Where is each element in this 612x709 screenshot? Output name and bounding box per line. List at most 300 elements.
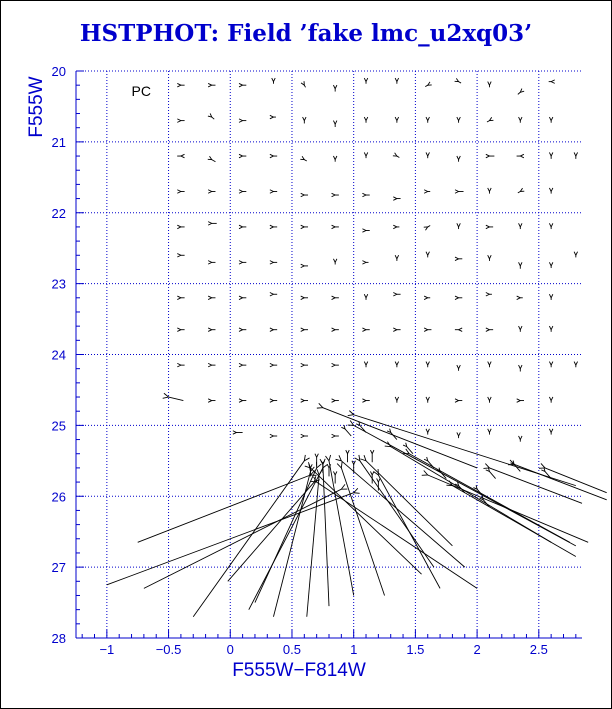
vector-shaft	[409, 454, 569, 543]
vector-head	[270, 328, 274, 331]
vector-arrow	[208, 222, 217, 225]
vector-head	[360, 455, 366, 461]
vector-head	[455, 257, 459, 260]
vector-shaft	[514, 464, 607, 499]
vector-arrow	[208, 113, 214, 119]
vector-arrow	[270, 115, 276, 118]
vector-head	[315, 454, 318, 458]
vector-head	[301, 434, 305, 437]
vector-head	[177, 119, 181, 122]
vector-arrow	[301, 434, 308, 437]
vector-head	[455, 190, 459, 193]
vector-head	[483, 464, 489, 469]
vector-head	[303, 117, 306, 121]
vector-head	[519, 365, 522, 369]
vector-arrow-long	[307, 469, 322, 616]
vector-arrow	[364, 117, 367, 123]
vector-arrow	[486, 225, 493, 228]
vector-arrow	[346, 450, 349, 462]
vector-head	[272, 78, 275, 82]
vector-arrow	[549, 223, 552, 229]
vector-head	[333, 259, 336, 263]
vector-shaft	[138, 475, 311, 542]
vector-head	[455, 296, 459, 299]
vector-arrow	[333, 259, 336, 265]
vector-head	[519, 262, 522, 266]
vector-arrow	[301, 328, 308, 331]
vector-arrow	[177, 154, 184, 157]
vector-arrow	[341, 425, 351, 436]
vector-arrow	[333, 121, 336, 127]
vector-head	[519, 326, 522, 330]
vector-arrow	[208, 328, 215, 331]
vector-arrow	[333, 156, 336, 162]
vector-arrow	[519, 365, 522, 371]
vector-arrow	[364, 362, 367, 368]
vector-arrow	[549, 188, 552, 194]
vector-head	[270, 434, 274, 437]
vector-arrow	[549, 429, 552, 435]
y-axis-label: F555W	[26, 76, 47, 138]
vector-arrow	[455, 296, 462, 299]
vector-arrow	[270, 261, 277, 264]
vector-head	[177, 254, 181, 257]
vector-arrow	[424, 190, 430, 193]
vector-arrow	[177, 363, 184, 366]
vector-head	[208, 156, 212, 159]
vector-arrow	[395, 362, 398, 368]
vector-arrow	[333, 85, 336, 91]
vector-head	[332, 193, 336, 196]
vector-arrow	[270, 225, 277, 228]
vector-head	[208, 296, 212, 299]
vector-head	[574, 362, 577, 366]
vector-head	[364, 152, 367, 156]
vector-arrow	[574, 362, 577, 368]
x-tick-label: 2	[473, 642, 481, 657]
vector-head	[549, 397, 552, 401]
vector-head	[346, 450, 349, 454]
vector-arrow	[364, 294, 367, 300]
vector-arrow	[488, 362, 491, 368]
vector-head	[332, 225, 336, 228]
vector-head	[239, 296, 243, 299]
vector-arrow-long	[348, 411, 576, 486]
vector-shaft	[341, 461, 464, 567]
vector-arrow	[549, 262, 552, 268]
vector-arrow	[426, 397, 429, 403]
vector-arrow	[574, 152, 577, 158]
vector-arrow	[303, 117, 306, 123]
chart-title: HSTPHOT: Field ’fake lmc_u2xq03’	[79, 20, 533, 47]
vector-head	[486, 154, 490, 157]
vector-arrow	[517, 399, 524, 402]
vector-arrow	[332, 296, 339, 299]
vector-arrow	[177, 119, 184, 122]
vector-arrow	[518, 89, 524, 95]
vector-head	[270, 190, 274, 193]
vector-head	[377, 478, 380, 482]
vector-arrow	[208, 190, 215, 193]
vector-head	[362, 229, 366, 232]
vector-arrow	[393, 328, 400, 331]
vector-head	[177, 190, 181, 193]
vector-arrow	[457, 432, 460, 438]
vector-head	[304, 455, 309, 461]
vector-head	[333, 121, 336, 125]
x-tick-labels	[99, 642, 547, 657]
vector-arrow	[177, 225, 184, 228]
vector-arrow-long	[311, 477, 477, 588]
vector-arrow	[424, 328, 431, 331]
vector-arrow	[549, 80, 555, 83]
y-tick-label: 20	[51, 64, 66, 79]
vector-head	[517, 296, 521, 299]
vector-head	[549, 362, 552, 366]
x-tick-label: −0.5	[155, 642, 182, 657]
vector-arrow	[362, 229, 369, 232]
vector-head	[549, 223, 552, 227]
x-tick-label: −1	[99, 642, 115, 657]
vector-arrow-long	[228, 476, 320, 581]
vector-arrow	[426, 252, 429, 258]
vector-head	[208, 399, 212, 402]
vector-head	[208, 83, 212, 86]
vector-head	[270, 399, 274, 402]
vector-head	[486, 293, 490, 296]
vector-head	[549, 262, 552, 266]
vector-head	[270, 293, 274, 296]
vector-head	[520, 89, 524, 93]
vector-head	[574, 152, 577, 156]
vector-head	[337, 462, 342, 468]
vector-arrow	[177, 190, 184, 193]
vector-head	[393, 293, 397, 296]
vector-head	[574, 252, 577, 256]
vector-head	[393, 153, 397, 156]
vector-arrow	[177, 296, 184, 299]
vector-arrow	[208, 83, 215, 86]
vector-shaft	[391, 447, 551, 543]
vector-head	[317, 403, 323, 408]
vector-arrow	[486, 293, 492, 296]
x-tick-label: 1	[350, 642, 358, 657]
vector-arrow	[332, 225, 339, 228]
vector-shaft	[378, 475, 440, 588]
vector-arrow-long	[107, 488, 360, 584]
vector-head	[301, 193, 305, 196]
vector-arrow	[488, 82, 491, 88]
vector-arrow	[425, 82, 431, 87]
vector-head	[457, 432, 460, 436]
vector-head	[300, 156, 304, 159]
vector-arrow	[332, 328, 339, 331]
vector-arrow	[574, 252, 577, 258]
vector-head	[332, 399, 336, 402]
y-tick-label: 26	[51, 489, 66, 505]
vector-head	[239, 225, 243, 228]
vector-head	[395, 117, 398, 121]
vector-arrow	[208, 399, 215, 402]
vector-arrow	[239, 363, 246, 366]
y-tick-label: 24	[51, 347, 66, 363]
vector-head	[486, 328, 490, 331]
vector-head	[395, 362, 398, 366]
vector-arrow	[239, 154, 246, 157]
vector-head	[426, 362, 429, 366]
vector-head	[549, 326, 552, 330]
vector-head	[239, 328, 243, 331]
vector-arrow-long	[403, 449, 569, 542]
y-tick-label: 27	[51, 560, 66, 576]
vector-head	[333, 156, 336, 160]
vector-head	[422, 470, 428, 475]
vector-head	[395, 397, 398, 401]
panel-label: PC	[131, 82, 151, 99]
vector-head	[517, 399, 521, 402]
vector-head	[177, 328, 181, 331]
vector-arrow	[455, 257, 462, 260]
vector-field	[107, 78, 607, 617]
vector-head	[239, 399, 243, 402]
vector-head	[301, 363, 305, 366]
vector-head	[549, 294, 552, 298]
vector-arrow	[332, 399, 339, 402]
vector-arrow	[519, 262, 522, 268]
vector-head	[341, 484, 347, 489]
vector-head	[426, 152, 429, 156]
grid	[76, 71, 582, 638]
vector-head	[519, 223, 522, 227]
vector-arrow	[455, 399, 462, 402]
vector-arrow	[455, 78, 461, 83]
vector-arrow	[455, 328, 462, 331]
vector-arrow	[239, 119, 246, 122]
vector-arrow	[270, 293, 277, 296]
vector-head	[301, 399, 305, 402]
vector-arrow	[488, 188, 491, 194]
vector-head	[270, 363, 274, 366]
vector-arrow	[488, 429, 491, 435]
vector-arrow	[333, 471, 336, 483]
vector-head	[333, 471, 336, 475]
vector-arrow	[301, 296, 308, 299]
vector-arrow	[239, 225, 246, 228]
vector-arrow	[270, 434, 277, 437]
vector-arrow	[549, 294, 552, 300]
vector-head	[457, 117, 460, 121]
vector-head	[270, 154, 274, 157]
x-axis-label: F555W−F814W	[232, 660, 366, 681]
vector-arrow	[486, 154, 495, 157]
vector-head	[424, 457, 428, 461]
vector-arrow	[426, 362, 429, 368]
vector-head	[177, 225, 181, 228]
y-tick-label: 28	[51, 631, 66, 646]
vector-arrow	[270, 190, 277, 193]
vector-arrow-long	[317, 403, 477, 468]
vector-head	[333, 85, 336, 89]
vector-arrow	[395, 117, 398, 123]
vector-arrow	[270, 328, 277, 331]
vector-head	[395, 78, 398, 82]
vector-arrow	[239, 296, 246, 299]
vector-arrow	[457, 223, 460, 229]
vector-shaft	[307, 475, 319, 617]
y-tick-label: 21	[51, 134, 66, 150]
vector-arrow	[233, 431, 243, 434]
vector-head	[488, 429, 491, 433]
vector-head	[354, 488, 360, 493]
vector-head	[488, 362, 491, 366]
vector-arrow	[395, 78, 398, 84]
vector-head	[239, 119, 243, 122]
vector-arrow	[332, 434, 339, 437]
vector-arrow	[364, 152, 367, 158]
vector-head	[549, 429, 552, 433]
vector-head	[488, 255, 491, 259]
vector-head	[549, 188, 552, 192]
vector-head	[370, 450, 373, 454]
vector-head	[348, 411, 354, 416]
vector-head	[177, 83, 181, 86]
vector-arrow	[424, 296, 430, 299]
vector-head	[520, 188, 524, 191]
vector-head	[488, 188, 491, 192]
vector-arrow	[301, 363, 308, 366]
vector-shaft	[407, 447, 413, 454]
vector-arrow	[549, 397, 552, 403]
vector-arrow	[393, 197, 400, 200]
vector-arrow	[424, 226, 430, 231]
vector-shaft	[169, 397, 184, 401]
vector-head	[233, 431, 237, 434]
vector-head	[426, 429, 429, 433]
vector-head	[301, 296, 305, 299]
vector-arrow-long	[325, 455, 353, 595]
vector-arrow	[208, 156, 216, 161]
vector-arrow	[549, 326, 552, 332]
vector-arrow	[362, 261, 368, 264]
vector-arrow	[519, 436, 522, 442]
vector-arrow	[486, 328, 493, 331]
vector-arrow	[301, 264, 308, 267]
vector-head	[486, 225, 490, 228]
vector-arrow	[426, 152, 429, 158]
vector-arrow	[362, 399, 369, 402]
vector-head	[393, 328, 397, 331]
vector-head	[457, 156, 460, 160]
vector-arrow	[518, 188, 524, 193]
vector-head	[403, 443, 407, 447]
vector-head	[177, 296, 181, 299]
vector-head	[239, 363, 243, 366]
vector-arrow	[301, 225, 308, 228]
vector-head	[457, 365, 460, 369]
vector-head	[519, 436, 522, 440]
vector-arrow	[301, 81, 306, 87]
vector-head	[488, 82, 491, 86]
vector-head	[457, 223, 460, 227]
vector-head	[239, 261, 243, 264]
vector-arrow	[177, 83, 184, 86]
vector-head	[424, 190, 428, 193]
vector-head	[181, 154, 185, 157]
vector-arrow	[549, 152, 552, 158]
vector-arrow	[239, 328, 246, 331]
y-tick-label: 22	[51, 205, 66, 221]
vector-arrow	[208, 296, 215, 299]
vector-head	[424, 328, 428, 331]
vector-head	[239, 83, 243, 86]
vector-arrow	[362, 193, 369, 196]
vector-arrow	[239, 190, 246, 193]
vector-head	[301, 225, 305, 228]
vector-shaft	[329, 461, 354, 596]
vector-shaft	[317, 482, 477, 588]
vector-arrow	[488, 255, 491, 261]
vector-arrow	[177, 254, 184, 257]
vector-head	[488, 397, 491, 401]
vector-shaft	[255, 468, 317, 603]
vector-head	[539, 463, 545, 468]
vector-arrow-long	[355, 455, 434, 567]
vector-head	[549, 117, 552, 121]
vector-head	[332, 363, 336, 366]
vector-arrow	[272, 78, 275, 84]
vector-head	[301, 264, 305, 267]
vector-arrow	[393, 153, 399, 158]
vector-head	[455, 399, 459, 402]
vector-arrow	[457, 156, 460, 162]
vector-arrow	[239, 83, 246, 86]
vector-arrow	[487, 117, 493, 122]
vector-head	[428, 82, 432, 85]
vector-head	[362, 261, 366, 264]
x-tick-label: 1.5	[406, 642, 425, 657]
vector-arrow	[455, 190, 464, 193]
vector-head	[208, 328, 212, 331]
vector-head	[489, 117, 493, 120]
vector-arrow	[426, 117, 429, 123]
vector-shaft	[323, 408, 477, 468]
vector-arrow	[332, 363, 339, 366]
vector-head	[551, 80, 555, 83]
vector-arrow-long	[483, 464, 582, 504]
vector-arrow	[549, 117, 552, 123]
vector-head	[332, 434, 336, 437]
vector-head	[239, 154, 243, 157]
vector-arrow	[387, 429, 397, 440]
vector-head	[519, 117, 522, 121]
vector-head	[270, 261, 274, 264]
vector-head	[395, 255, 398, 259]
vector-arrow	[519, 326, 522, 332]
vector-shaft	[545, 468, 607, 493]
vector-arrow	[457, 117, 460, 123]
vector-head	[473, 485, 477, 489]
vector-head	[424, 227, 428, 230]
vector-shaft	[249, 468, 323, 610]
vector-head	[362, 328, 366, 331]
y-tick-labels	[52, 64, 66, 646]
vector-arrow	[457, 365, 460, 371]
vector-head	[426, 252, 429, 256]
vector-head	[364, 117, 367, 121]
vector-arrow-long	[360, 455, 452, 546]
vector-arrow	[519, 223, 522, 229]
vector-arrow	[395, 255, 398, 261]
